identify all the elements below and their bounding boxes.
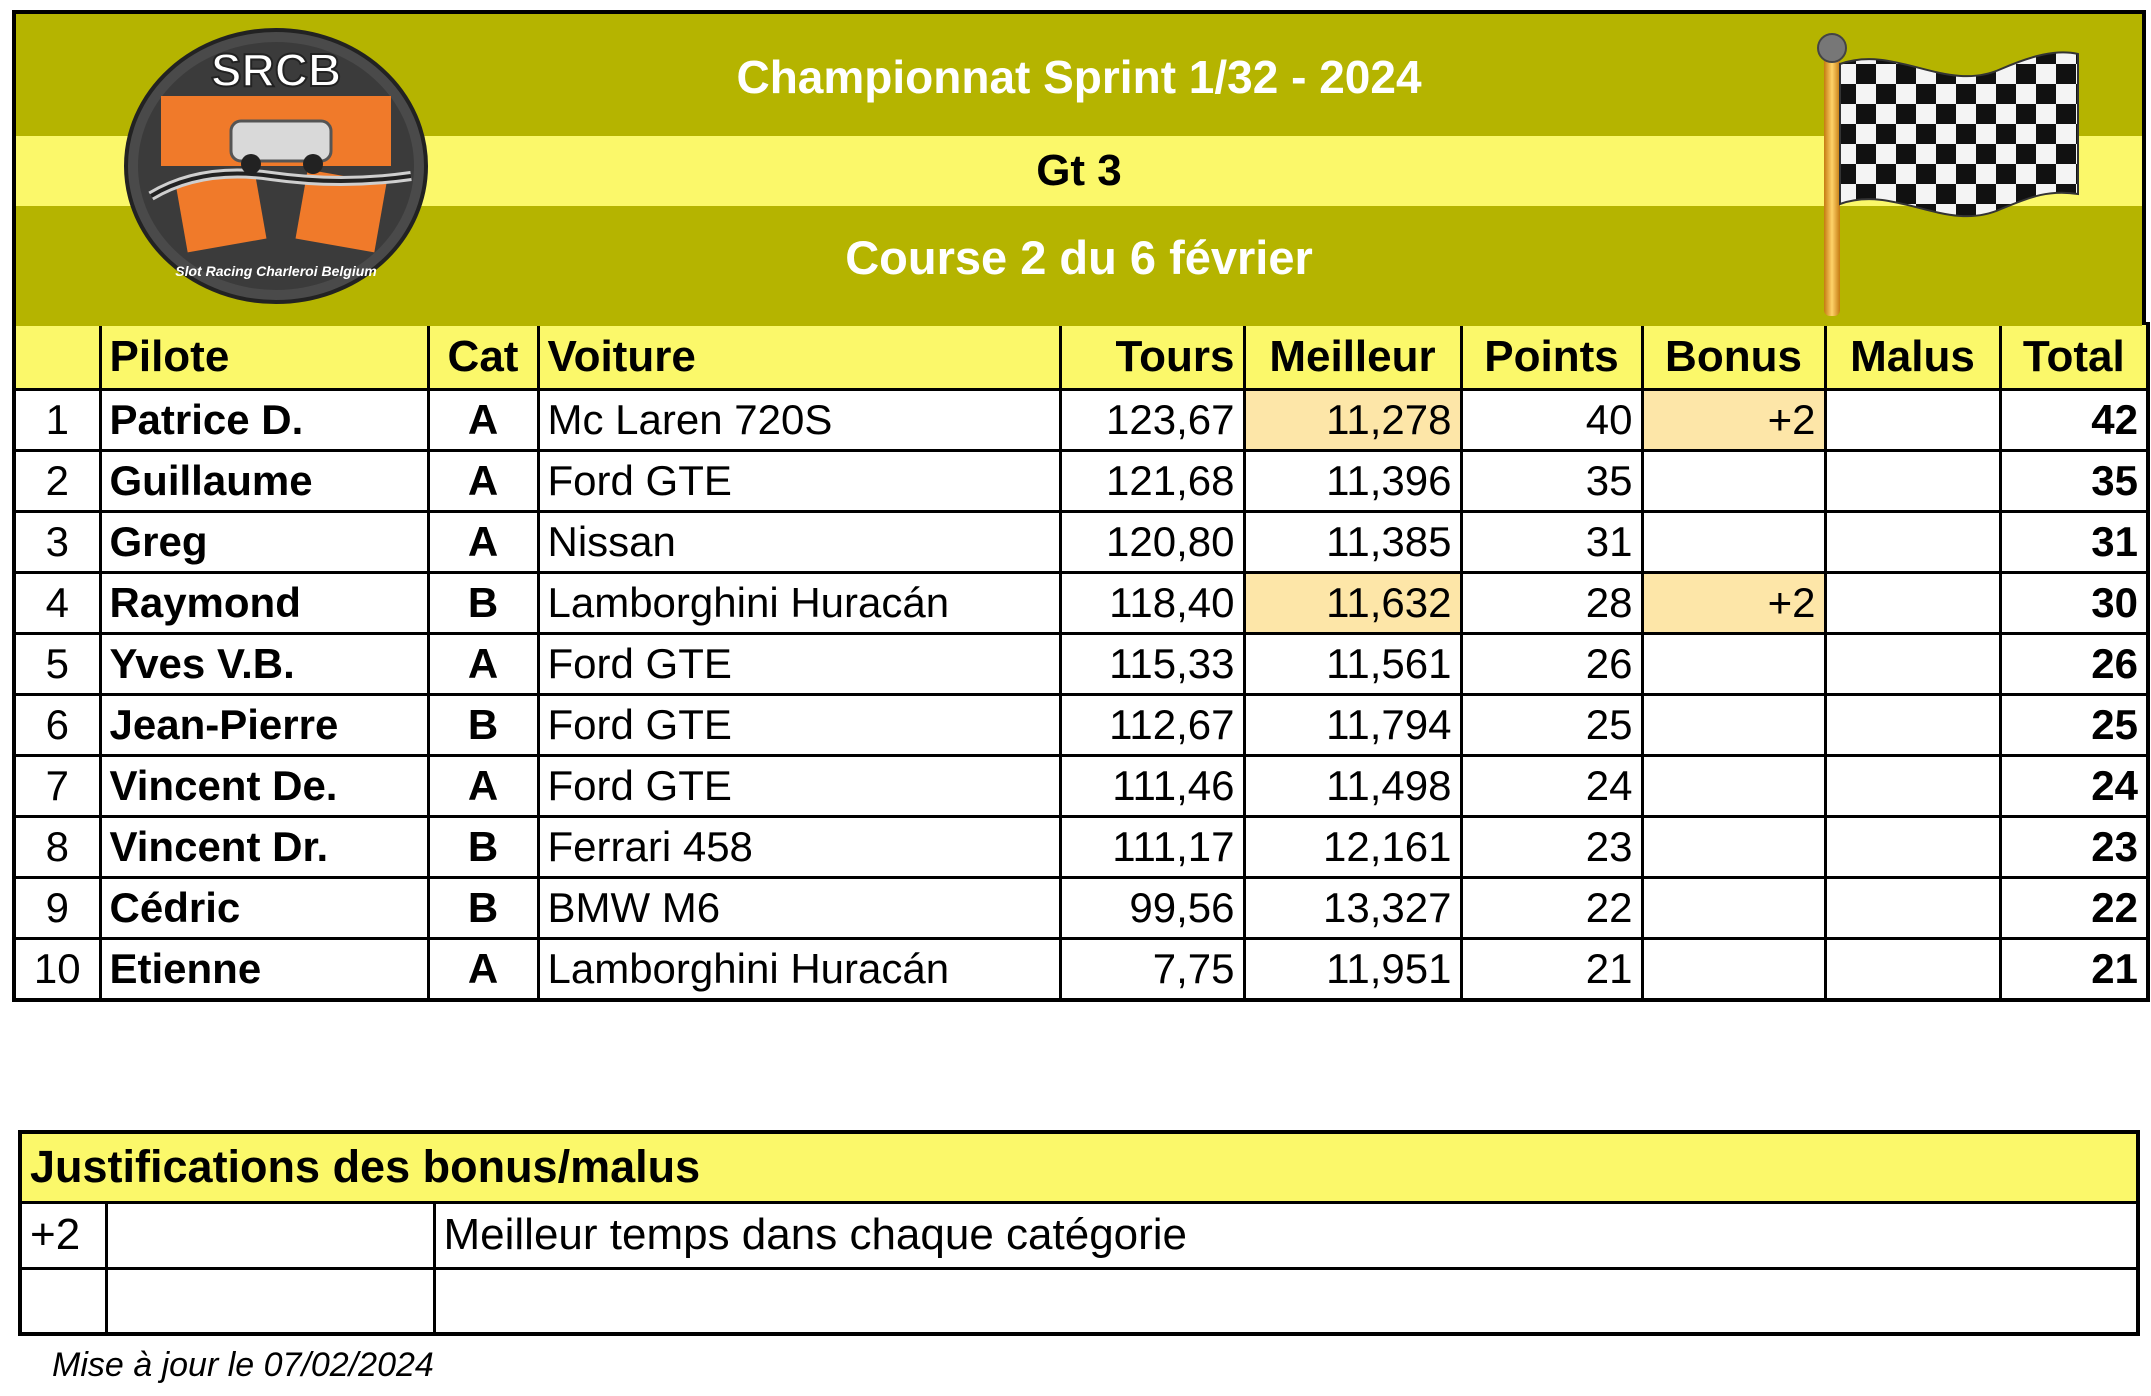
best-lap-cell: 11,498 bbox=[1244, 756, 1461, 817]
position-cell: 5 bbox=[14, 634, 100, 695]
table-row bbox=[14, 817, 2148, 878]
total-cell: 23 bbox=[2000, 817, 2148, 878]
category-cell: A bbox=[428, 512, 538, 573]
points-cell: 23 bbox=[1461, 817, 1642, 878]
best-lap-cell: 11,278 bbox=[1244, 390, 1461, 451]
pilot-cell: Etienne bbox=[100, 939, 428, 1000]
car-cell: Mc Laren 720S bbox=[538, 390, 1060, 451]
logo-subtitle: Slot Racing Charleroi Belgium bbox=[175, 263, 377, 279]
car-cell: Ford GTE bbox=[538, 451, 1060, 512]
category-cell: B bbox=[428, 878, 538, 939]
table-row bbox=[14, 451, 2148, 512]
points-cell: 25 bbox=[1461, 695, 1642, 756]
car-cell: Nissan bbox=[538, 512, 1060, 573]
col-position bbox=[14, 324, 100, 390]
justification-ref bbox=[106, 1268, 434, 1334]
category-cell: A bbox=[428, 939, 538, 1000]
pilot-cell: Cédric bbox=[100, 878, 428, 939]
justifications-header-row bbox=[20, 1132, 2138, 1202]
car-cell: Ford GTE bbox=[538, 634, 1060, 695]
points-cell: 22 bbox=[1461, 878, 1642, 939]
car-cell: Lamborghini Huracán bbox=[538, 573, 1060, 634]
points-cell: 40 bbox=[1461, 390, 1642, 451]
laps-cell: 99,56 bbox=[1060, 878, 1244, 939]
table-row bbox=[14, 634, 2148, 695]
malus-cell bbox=[1825, 817, 2000, 878]
category-cell: A bbox=[428, 390, 538, 451]
table-row bbox=[14, 573, 2148, 634]
total-cell: 42 bbox=[2000, 390, 2148, 451]
car-cell: Ford GTE bbox=[538, 695, 1060, 756]
justification-text: Meilleur temps dans chaque catégorie bbox=[434, 1202, 2138, 1268]
total-cell: 31 bbox=[2000, 512, 2148, 573]
position-cell: 10 bbox=[14, 939, 100, 1000]
pilot-cell: Yves V.B. bbox=[100, 634, 428, 695]
best-lap-cell: 11,561 bbox=[1244, 634, 1461, 695]
category-cell: B bbox=[428, 695, 538, 756]
justification-ref bbox=[106, 1202, 434, 1268]
col-laps: Tours bbox=[1060, 324, 1244, 390]
bonus-cell bbox=[1642, 756, 1825, 817]
header-banner bbox=[12, 10, 2146, 322]
col-total: Total bbox=[2000, 324, 2148, 390]
best-lap-cell: 11,396 bbox=[1244, 451, 1461, 512]
malus-cell bbox=[1825, 512, 2000, 573]
car-cell: Ferrari 458 bbox=[538, 817, 1060, 878]
bonus-cell bbox=[1642, 512, 1825, 573]
position-cell: 4 bbox=[14, 573, 100, 634]
pilot-cell: Patrice D. bbox=[100, 390, 428, 451]
table-row bbox=[14, 878, 2148, 939]
total-cell: 22 bbox=[2000, 878, 2148, 939]
malus-cell bbox=[1825, 573, 2000, 634]
best-lap-cell: 12,161 bbox=[1244, 817, 1461, 878]
malus-cell bbox=[1825, 939, 2000, 1000]
category-cell: A bbox=[428, 451, 538, 512]
col-best: Meilleur bbox=[1244, 324, 1461, 390]
laps-cell: 7,75 bbox=[1060, 939, 1244, 1000]
best-lap-cell: 11,632 bbox=[1244, 573, 1461, 634]
justifications-title: Justifications des bonus/malus bbox=[20, 1132, 2138, 1202]
laps-cell: 121,68 bbox=[1060, 451, 1244, 512]
col-bonus: Bonus bbox=[1642, 324, 1825, 390]
col-pilot: Pilote bbox=[100, 324, 428, 390]
last-update-note: Mise à jour le 07/02/2024 bbox=[52, 1346, 434, 1384]
position-cell: 6 bbox=[14, 695, 100, 756]
points-cell: 24 bbox=[1461, 756, 1642, 817]
position-cell: 7 bbox=[14, 756, 100, 817]
category-cell: B bbox=[428, 573, 538, 634]
laps-cell: 118,40 bbox=[1060, 573, 1244, 634]
best-lap-cell: 11,385 bbox=[1244, 512, 1461, 573]
table-row bbox=[14, 512, 2148, 573]
pilot-cell: Raymond bbox=[100, 573, 428, 634]
points-cell: 28 bbox=[1461, 573, 1642, 634]
points-cell: 21 bbox=[1461, 939, 1642, 1000]
table-row bbox=[14, 695, 2148, 756]
malus-cell bbox=[1825, 878, 2000, 939]
race-title: Course 2 du 6 février bbox=[845, 231, 1313, 284]
justification-value: +2 bbox=[20, 1202, 106, 1268]
col-category: Cat bbox=[428, 324, 538, 390]
malus-cell bbox=[1825, 756, 2000, 817]
position-cell: 2 bbox=[14, 451, 100, 512]
laps-cell: 123,67 bbox=[1060, 390, 1244, 451]
best-lap-cell: 13,327 bbox=[1244, 878, 1461, 939]
col-malus: Malus bbox=[1825, 324, 2000, 390]
logo-title: SRCB bbox=[210, 44, 342, 96]
points-cell: 35 bbox=[1461, 451, 1642, 512]
car-cell: Lamborghini Huracán bbox=[538, 939, 1060, 1000]
category-cell: B bbox=[428, 817, 538, 878]
col-car: Voiture bbox=[538, 324, 1060, 390]
total-cell: 30 bbox=[2000, 573, 2148, 634]
total-cell: 26 bbox=[2000, 634, 2148, 695]
bonus-cell bbox=[1642, 939, 1825, 1000]
pilot-cell: Greg bbox=[100, 512, 428, 573]
pilot-cell: Jean-Pierre bbox=[100, 695, 428, 756]
pilot-cell: Vincent Dr. bbox=[100, 817, 428, 878]
points-cell: 26 bbox=[1461, 634, 1642, 695]
results-table bbox=[12, 322, 2150, 1002]
position-cell: 3 bbox=[14, 512, 100, 573]
pilot-cell: Vincent De. bbox=[100, 756, 428, 817]
col-points: Points bbox=[1461, 324, 1642, 390]
table-row bbox=[14, 939, 2148, 1000]
laps-cell: 120,80 bbox=[1060, 512, 1244, 573]
justification-text bbox=[434, 1268, 2138, 1334]
bonus-cell bbox=[1642, 878, 1825, 939]
class-title: Gt 3 bbox=[1036, 146, 1122, 195]
results-sheet bbox=[12, 10, 2146, 1002]
malus-cell bbox=[1825, 390, 2000, 451]
justifications-table bbox=[18, 1130, 2140, 1336]
best-lap-cell: 11,794 bbox=[1244, 695, 1461, 756]
bonus-cell bbox=[1642, 634, 1825, 695]
car-cell: Ford GTE bbox=[538, 756, 1060, 817]
championship-title: Championnat Sprint 1/32 - 2024 bbox=[736, 51, 1422, 103]
position-cell: 9 bbox=[14, 878, 100, 939]
table-header-row bbox=[14, 324, 2148, 390]
justification-value bbox=[20, 1268, 106, 1334]
malus-cell bbox=[1825, 634, 2000, 695]
car-cell: BMW M6 bbox=[538, 878, 1060, 939]
bonus-cell: +2 bbox=[1642, 390, 1825, 451]
category-cell: A bbox=[428, 634, 538, 695]
bonus-cell bbox=[1642, 695, 1825, 756]
total-cell: 21 bbox=[2000, 939, 2148, 1000]
total-cell: 25 bbox=[2000, 695, 2148, 756]
checkered-flag-icon bbox=[1816, 24, 2086, 316]
bonus-cell: +2 bbox=[1642, 573, 1825, 634]
table-row bbox=[14, 390, 2148, 451]
table-row bbox=[14, 756, 2148, 817]
laps-cell: 111,46 bbox=[1060, 756, 1244, 817]
category-cell: A bbox=[428, 756, 538, 817]
laps-cell: 112,67 bbox=[1060, 695, 1244, 756]
position-cell: 1 bbox=[14, 390, 100, 451]
justification-row bbox=[20, 1202, 2138, 1268]
bonus-cell bbox=[1642, 817, 1825, 878]
total-cell: 35 bbox=[2000, 451, 2148, 512]
laps-cell: 111,17 bbox=[1060, 817, 1244, 878]
laps-cell: 115,33 bbox=[1060, 634, 1244, 695]
total-cell: 24 bbox=[2000, 756, 2148, 817]
bonus-cell bbox=[1642, 451, 1825, 512]
best-lap-cell: 11,951 bbox=[1244, 939, 1461, 1000]
justification-row bbox=[20, 1268, 2138, 1334]
position-cell: 8 bbox=[14, 817, 100, 878]
malus-cell bbox=[1825, 695, 2000, 756]
malus-cell bbox=[1825, 451, 2000, 512]
points-cell: 31 bbox=[1461, 512, 1642, 573]
pilot-cell: Guillaume bbox=[100, 451, 428, 512]
